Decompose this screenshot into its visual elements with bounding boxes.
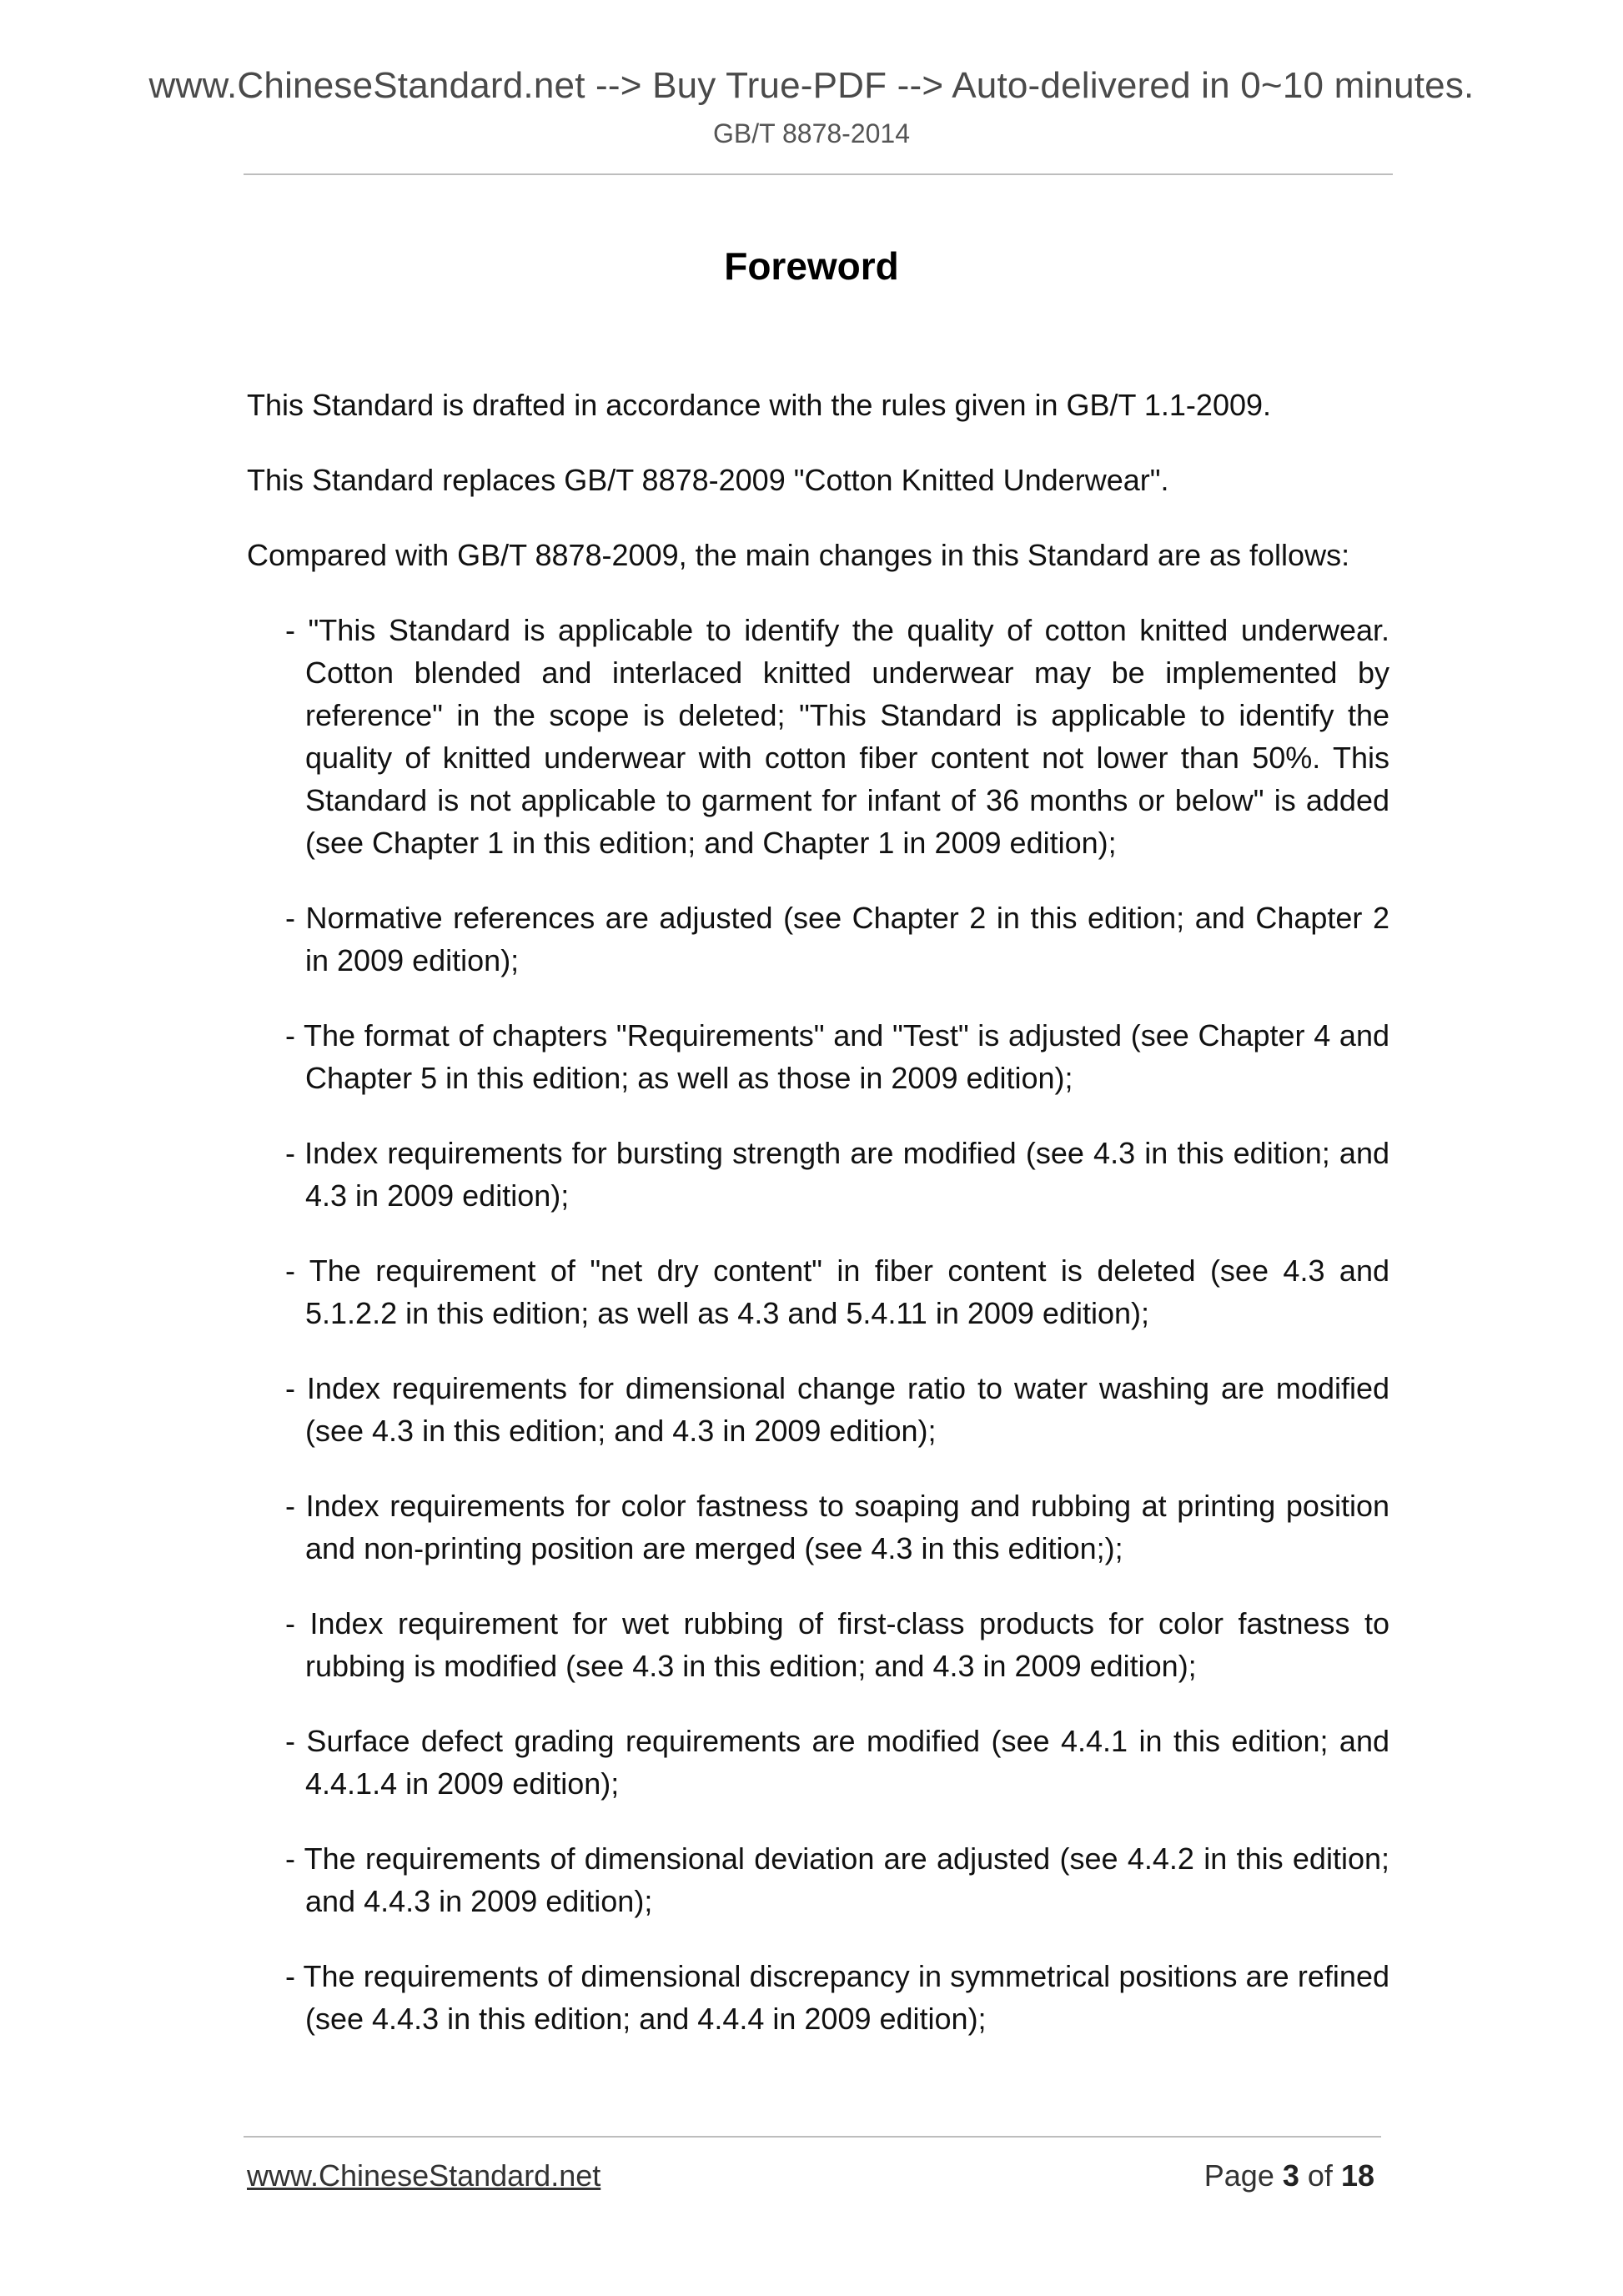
document-code: GB/T 8878-2014 xyxy=(712,118,910,148)
change-list-item xyxy=(285,1955,1389,2040)
page-number xyxy=(1204,2158,1374,2193)
document-body xyxy=(247,384,1389,2072)
change-text: - The format of chapters "Requirements" and "Test" is adjusted (see Chapter 4 and Chapter 5 in this edition; as well as those in 2009 edition); xyxy=(285,1018,1389,1095)
page-current: 3 xyxy=(1282,2158,1299,2193)
header-banner: www.ChineseStandard.net --> Buy True-PDF --> Auto-delivered in 0~10 minutes. xyxy=(148,65,1475,106)
change-text: - The requirements of dimensional discrepancy in symmetrical positions are refined (see 4.4.3 in this edition; and 4.4.4 in 2009 edition); xyxy=(285,1959,1389,2036)
change-list-item xyxy=(285,1720,1389,1805)
change-list-item xyxy=(285,609,1389,864)
change-list-item xyxy=(285,897,1389,982)
page-title: Foreword xyxy=(724,244,899,288)
footer-website-link[interactable]: www.ChineseStandard.net xyxy=(247,2158,601,2193)
change-text: - The requirement of "net dry content" in fiber content is deleted (see 4.3 and 5.1.2.2 in this edition; as well as 4.3 and 5.4.11 in 2009 edition); xyxy=(285,1254,1389,1330)
change-text: - The requirements of dimensional deviation are adjusted (see 4.4.2 in this edition; and 4.4.3 in 2009 edition); xyxy=(285,1841,1389,1918)
intro-paragraph: This Standard is drafted in accordance with the rules given in GB/T 1.1-2009. xyxy=(247,388,1272,422)
change-list-item xyxy=(285,1132,1389,1217)
change-text: - "This Standard is applicable to identify the quality of cotton knitted underwear. Cotton blended and interlaced knitted underwear may be implemented by reference" in the scope is deleted; "This Standard is applicable to identify the quality of knitted underwear with cotton fiber content not lower than 50%. This Standard is not applicable to garment for infant of 36 months or below" is added (see Chapter 1 in this edition; and Chapter 1 in 2009 edition); xyxy=(285,613,1389,860)
change-text: - Index requirement for wet rubbing of first-class products for color fastness to rubbing is modified (see 4.3 in this edition; and 4.3 in 2009 edition); xyxy=(285,1606,1389,1683)
page-total: 18 xyxy=(1340,2158,1374,2193)
change-text: - Surface defect grading requirements are modified (see 4.4.1 in this edition; and 4.4.1.4 in 2009 edition); xyxy=(285,1724,1389,1801)
change-text: - Index requirements for color fastness to soaping and rubbing at printing position and non-printing position are merged (see 4.3 in this edition;); xyxy=(285,1489,1389,1565)
change-list-item xyxy=(285,1602,1389,1687)
intro-paragraph: This Standard replaces GB/T 8878-2009 "Cotton Knitted Underwear". xyxy=(247,463,1169,497)
page-of: of xyxy=(1307,2158,1333,2193)
header-divider xyxy=(244,173,1393,175)
change-text: - Index requirements for dimensional change ratio to water washing are modified (see 4.3 in this edition; and 4.3 in 2009 edition); xyxy=(285,1371,1389,1448)
change-list-item xyxy=(285,1014,1389,1099)
change-text: - Normative references are adjusted (see Chapter 2 in this edition; and Chapter 2 in 2009 edition); xyxy=(285,901,1389,977)
change-list-item xyxy=(285,1837,1389,1922)
change-list-item xyxy=(285,1485,1389,1570)
page-prefix: Page xyxy=(1203,2158,1274,2193)
change-list-item xyxy=(285,1367,1389,1452)
intro-paragraph: Compared with GB/T 8878-2009, the main changes in this Standard are as follows: xyxy=(247,538,1350,572)
change-text: - Index requirements for bursting strength are modified (see 4.3 in this edition; and 4.3 in 2009 edition); xyxy=(285,1136,1389,1213)
change-list-item xyxy=(285,1249,1389,1334)
footer-divider xyxy=(244,2136,1381,2138)
